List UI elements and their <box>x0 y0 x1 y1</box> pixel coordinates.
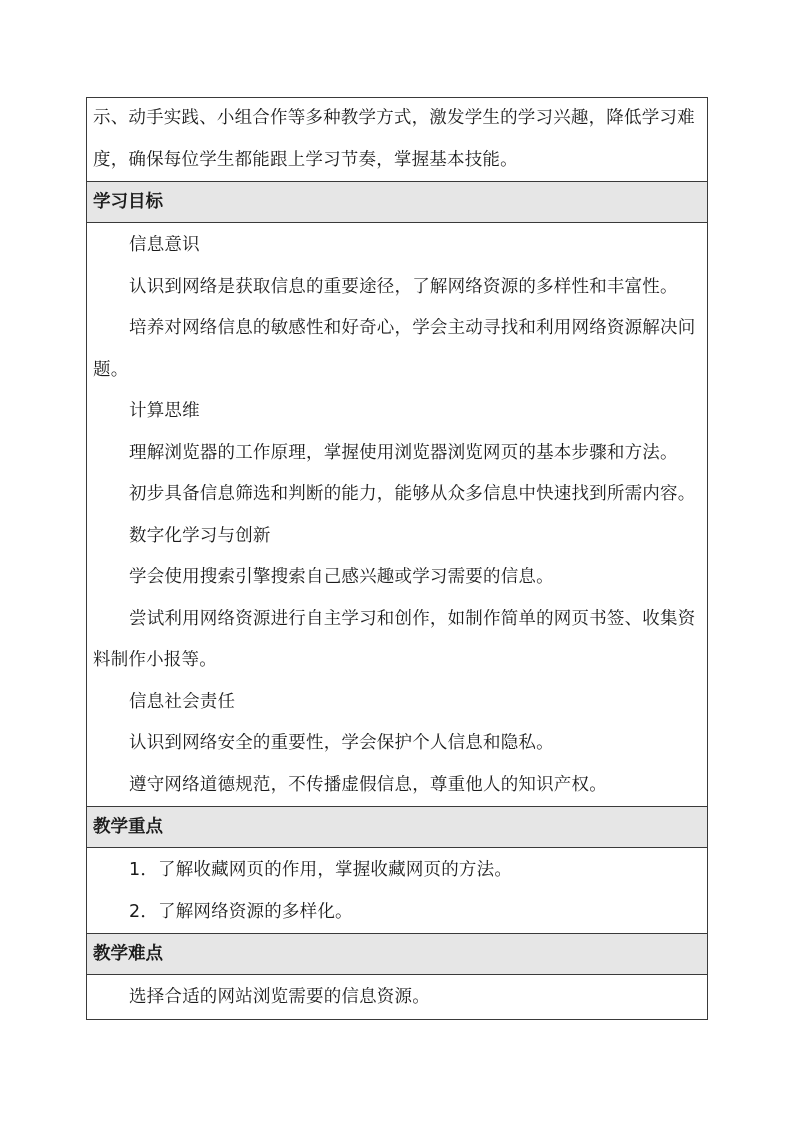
lesson-plan-table <box>86 97 708 1020</box>
goals-header: 学习目标 <box>87 181 707 223</box>
key-points-header: 教学重点 <box>87 806 707 848</box>
goal-item: 尝试利用网络资源进行自主学习和创作，如制作简单的网页书签、收集资料制作小报等。 <box>93 608 696 670</box>
goal-item: 学会使用搜索引擎搜索自己感兴趣或学习需要的信息。 <box>129 567 554 587</box>
goal-category: 信息社会责任 <box>129 691 236 712</box>
intro-paragraph: 示、动手实践、小组合作等多种教学方式，激发学生的学习兴趣，降低学习难度，确保每位学生都能跟上学习节奏，掌握基本技能。 <box>93 108 695 170</box>
goal-item: 认识到网络是获取信息的重要途径，了解网络资源的多样性和丰富性。 <box>129 276 678 297</box>
goal-item: 培养对网络信息的敏感性和好奇心，学会主动寻找和利用网络资源解决问题。 <box>93 318 696 380</box>
goals-section <box>87 223 707 806</box>
difficulties-section <box>87 975 707 1019</box>
goal-category: 数字化学习与创新 <box>129 525 271 546</box>
difficulty-item: 选择合适的网站浏览需要的信息资源。 <box>129 987 430 1007</box>
key-point-item: 2．了解网络资源的多样化。 <box>129 901 353 922</box>
difficulties-header: 教学难点 <box>87 933 707 975</box>
intro-section <box>87 98 707 181</box>
goal-item: 理解浏览器的工作原理，掌握使用浏览器浏览网页的基本步骤和方法。 <box>129 442 678 463</box>
goal-category: 信息意识 <box>129 235 200 255</box>
goal-category: 计算思维 <box>129 401 200 421</box>
goal-item: 认识到网络安全的重要性，学会保护个人信息和隐私。 <box>129 733 554 753</box>
goal-item: 初步具备信息筛选和判断的能力，能够从众多信息中快速找到所需内容。 <box>129 484 696 504</box>
goal-item: 遵守网络道德规范，不传播虚假信息，尊重他人的知识产权。 <box>129 774 607 795</box>
key-point-item: 1．了解收藏网页的作用，掌握收藏网页的方法。 <box>129 860 513 880</box>
key-points-section <box>87 848 707 933</box>
